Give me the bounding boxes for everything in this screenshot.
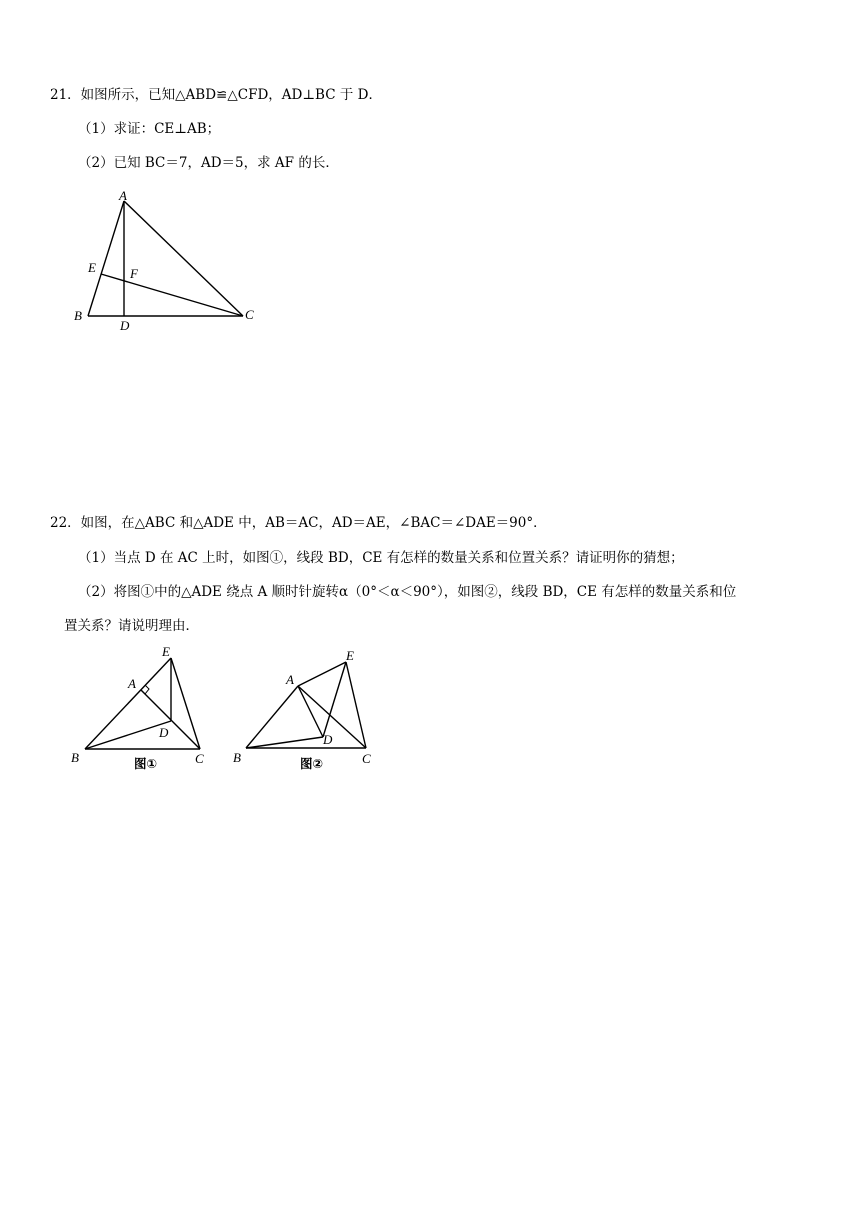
label-C: C xyxy=(362,751,371,766)
label-B: B xyxy=(233,750,241,765)
q22-figure2 xyxy=(0,0,400,780)
label-B: B xyxy=(71,750,79,765)
figure1-caption: 图① xyxy=(134,756,158,771)
segment-AB xyxy=(246,686,298,748)
label-A: A xyxy=(128,676,136,691)
q22-part2-line1: （2）将图①中的△ADE 绕点 A 顺时针旋转α（0°＜α＜90°），如图②，线段 BD，CE 有怎样的数量关系和位 xyxy=(78,584,737,600)
label-B: B xyxy=(74,308,82,323)
q21-stem: 21．如图所示，已知△ABD≌△CFD，AD⊥BC 于 D． xyxy=(50,87,382,103)
figure2-caption: 图② xyxy=(300,756,324,771)
q21-part2: （2）已知 BC＝7，AD＝5，求 AF 的长． xyxy=(78,155,339,171)
q21-part1: （1）求证：CE⊥AB； xyxy=(78,121,221,137)
label-D: D xyxy=(159,725,169,740)
label-D: D xyxy=(323,732,333,747)
label-C: C xyxy=(245,307,254,322)
q22-part2-line2: 置关系？请说明理由． xyxy=(64,618,199,634)
segment-AE xyxy=(298,662,346,686)
label-F: F xyxy=(130,266,138,281)
label-E: E xyxy=(88,260,96,275)
label-A: A xyxy=(286,672,294,687)
label-A: A xyxy=(119,188,127,203)
segment-EC xyxy=(346,662,366,748)
label-D: D xyxy=(120,318,130,333)
q22-part1: （1）当点 D 在 AC 上时，如图①，线段 BD，CE 有怎样的数量关系和位置关系？请证明你的猜想； xyxy=(78,550,684,566)
q22-stem: 22．如图，在△ABC 和△ADE 中，AB＝AC，AD＝AE，∠BAC＝∠DAE＝90°． xyxy=(50,515,547,531)
label-E: E xyxy=(346,648,354,663)
segment-AD xyxy=(298,686,323,737)
segment-BD xyxy=(246,737,323,748)
label-E: E xyxy=(162,644,170,659)
label-C: C xyxy=(195,751,204,766)
